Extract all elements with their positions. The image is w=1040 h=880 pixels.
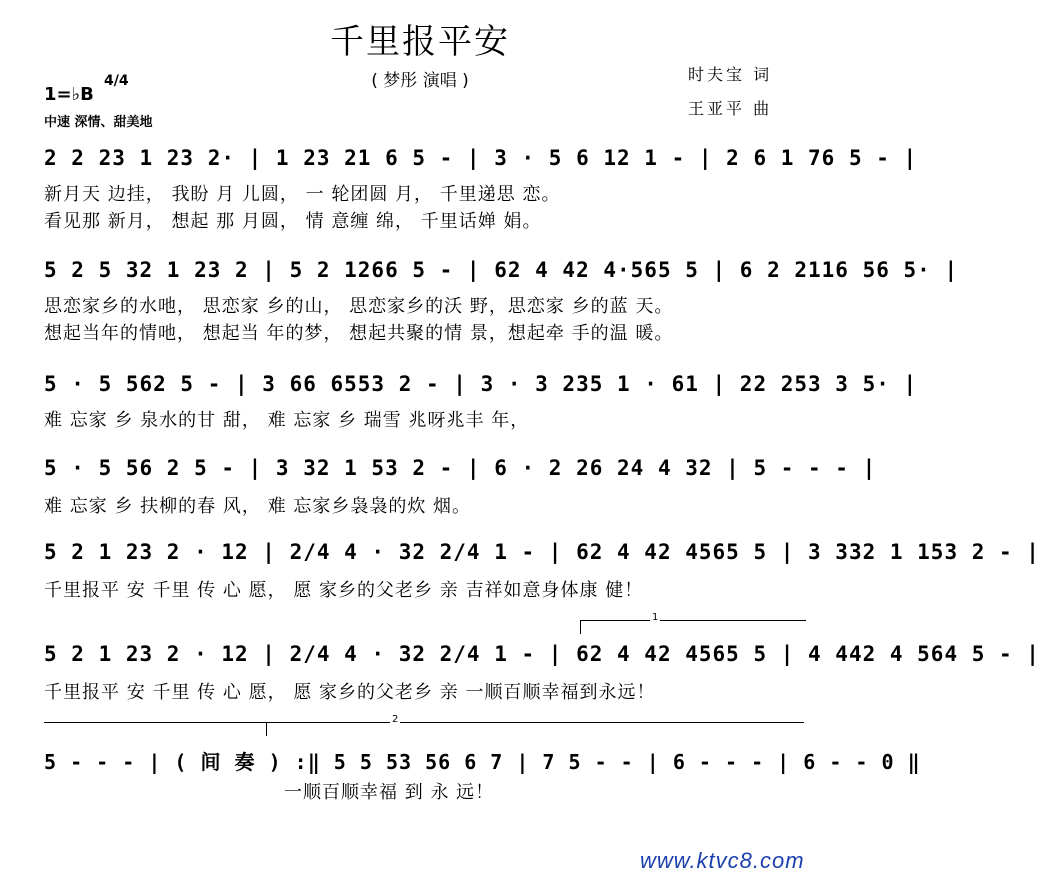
notation-line-4: 5 · 5 56 2 5 - | 3 32 1 53 2 - | 6 · 2 26 24 4 32 | 5 - - - | bbox=[44, 456, 877, 480]
performer-subtitle: ( 梦彤 演唱 ) bbox=[371, 71, 469, 91]
volta-second-bracket-start bbox=[266, 722, 267, 736]
lyrics-line-1a: 新月天 边挂， 我盼 月 儿圆， 一 轮团圆 月， 千里递思 恋。 bbox=[44, 184, 561, 205]
notation-line-1: 2 2 23 1 23 2· | 1 23 21 6 5 - | 3 · 5 6 12 1 - | 2 6 1 76 5 - | bbox=[44, 146, 918, 170]
composer-credit: 王亚平 曲 bbox=[688, 99, 773, 118]
lyrics-line-1b: 看见那 新月， 想起 那 月圆， 情 意缠 绵， 千里话婵 娟。 bbox=[44, 211, 542, 232]
song-title: 千里报平安 bbox=[330, 22, 510, 62]
tempo-marking: 中速 深情、甜美地 bbox=[44, 115, 153, 130]
notation-line-3: 5 · 5 562 5 - | 3 66 6553 2 - | 3 · 3 235 1 · 61 | 22 253 3 5· | bbox=[44, 372, 918, 396]
time-signature bbox=[104, 73, 129, 89]
lyricist-credit: 时夫宝 词 bbox=[688, 65, 773, 84]
lyrics-line-2b: 想起当年的情吔， 想起当 年的梦， 想起共聚的情 景，想起牵 手的温 暖。 bbox=[44, 323, 674, 344]
key-signature: 1=♭B bbox=[44, 84, 94, 105]
notation-line-2: 5 2 5 32 1 23 2 | 5 2 1266 5 - | 62 4 42 4·565 5 | 6 2 2116 56 5· | bbox=[44, 258, 959, 282]
notation-line-6: 5 2 1 23 2 · 12 | 2/4 4 · 32 2/4 1 - | 62 4 42 4565 5 | 4 442 4 564 5 - | bbox=[44, 642, 1040, 666]
volta-second-number: 2 bbox=[392, 714, 399, 725]
lyrics-line-2a: 思恋家乡的水吔， 思恋家 乡的山， 思恋家乡的沃 野，思恋家 乡的蓝 天。 bbox=[44, 296, 674, 317]
volta-first-bracket-end bbox=[580, 620, 581, 634]
site-watermark[interactable]: www.ktvc8.com bbox=[640, 848, 805, 873]
lyrics-line-7: 一顺百顺幸福 到 永 远！ bbox=[284, 782, 495, 803]
time-signature-value: 4/4 bbox=[104, 73, 129, 89]
volta-first-bracket bbox=[580, 620, 806, 621]
lyrics-line-4: 难 忘家 乡 扶柳的春 风， 难 忘家乡袅袅的炊 烟。 bbox=[44, 496, 472, 517]
notation-line-5: 5 2 1 23 2 · 12 | 2/4 4 · 32 2/4 1 - | 62 4 42 4565 5 | 3 332 1 153 2 - | bbox=[44, 540, 1040, 564]
lyrics-line-3: 难 忘家 乡 泉水的甘 甜， 难 忘家 乡 瑞雪 兆呀兆丰 年， bbox=[44, 410, 530, 431]
lyrics-line-5: 千里报平 安 千里 传 心 愿， 愿 家乡的父老乡 亲 吉祥如意身体康 健！ bbox=[44, 580, 644, 601]
notation-line-7: 5 - - - | ( 间 奏 ) :‖ 5 5 53 56 6 7 | 7 5 - - | 6 - - - | 6 - - 0 ‖ bbox=[44, 750, 921, 774]
volta-first-number: 1 bbox=[652, 612, 659, 623]
lyrics-line-6: 千里报平 安 千里 传 心 愿， 愿 家乡的父老乡 亲 一顺百顺幸福到永远！ bbox=[44, 682, 656, 703]
volta-second-bracket bbox=[44, 722, 804, 723]
